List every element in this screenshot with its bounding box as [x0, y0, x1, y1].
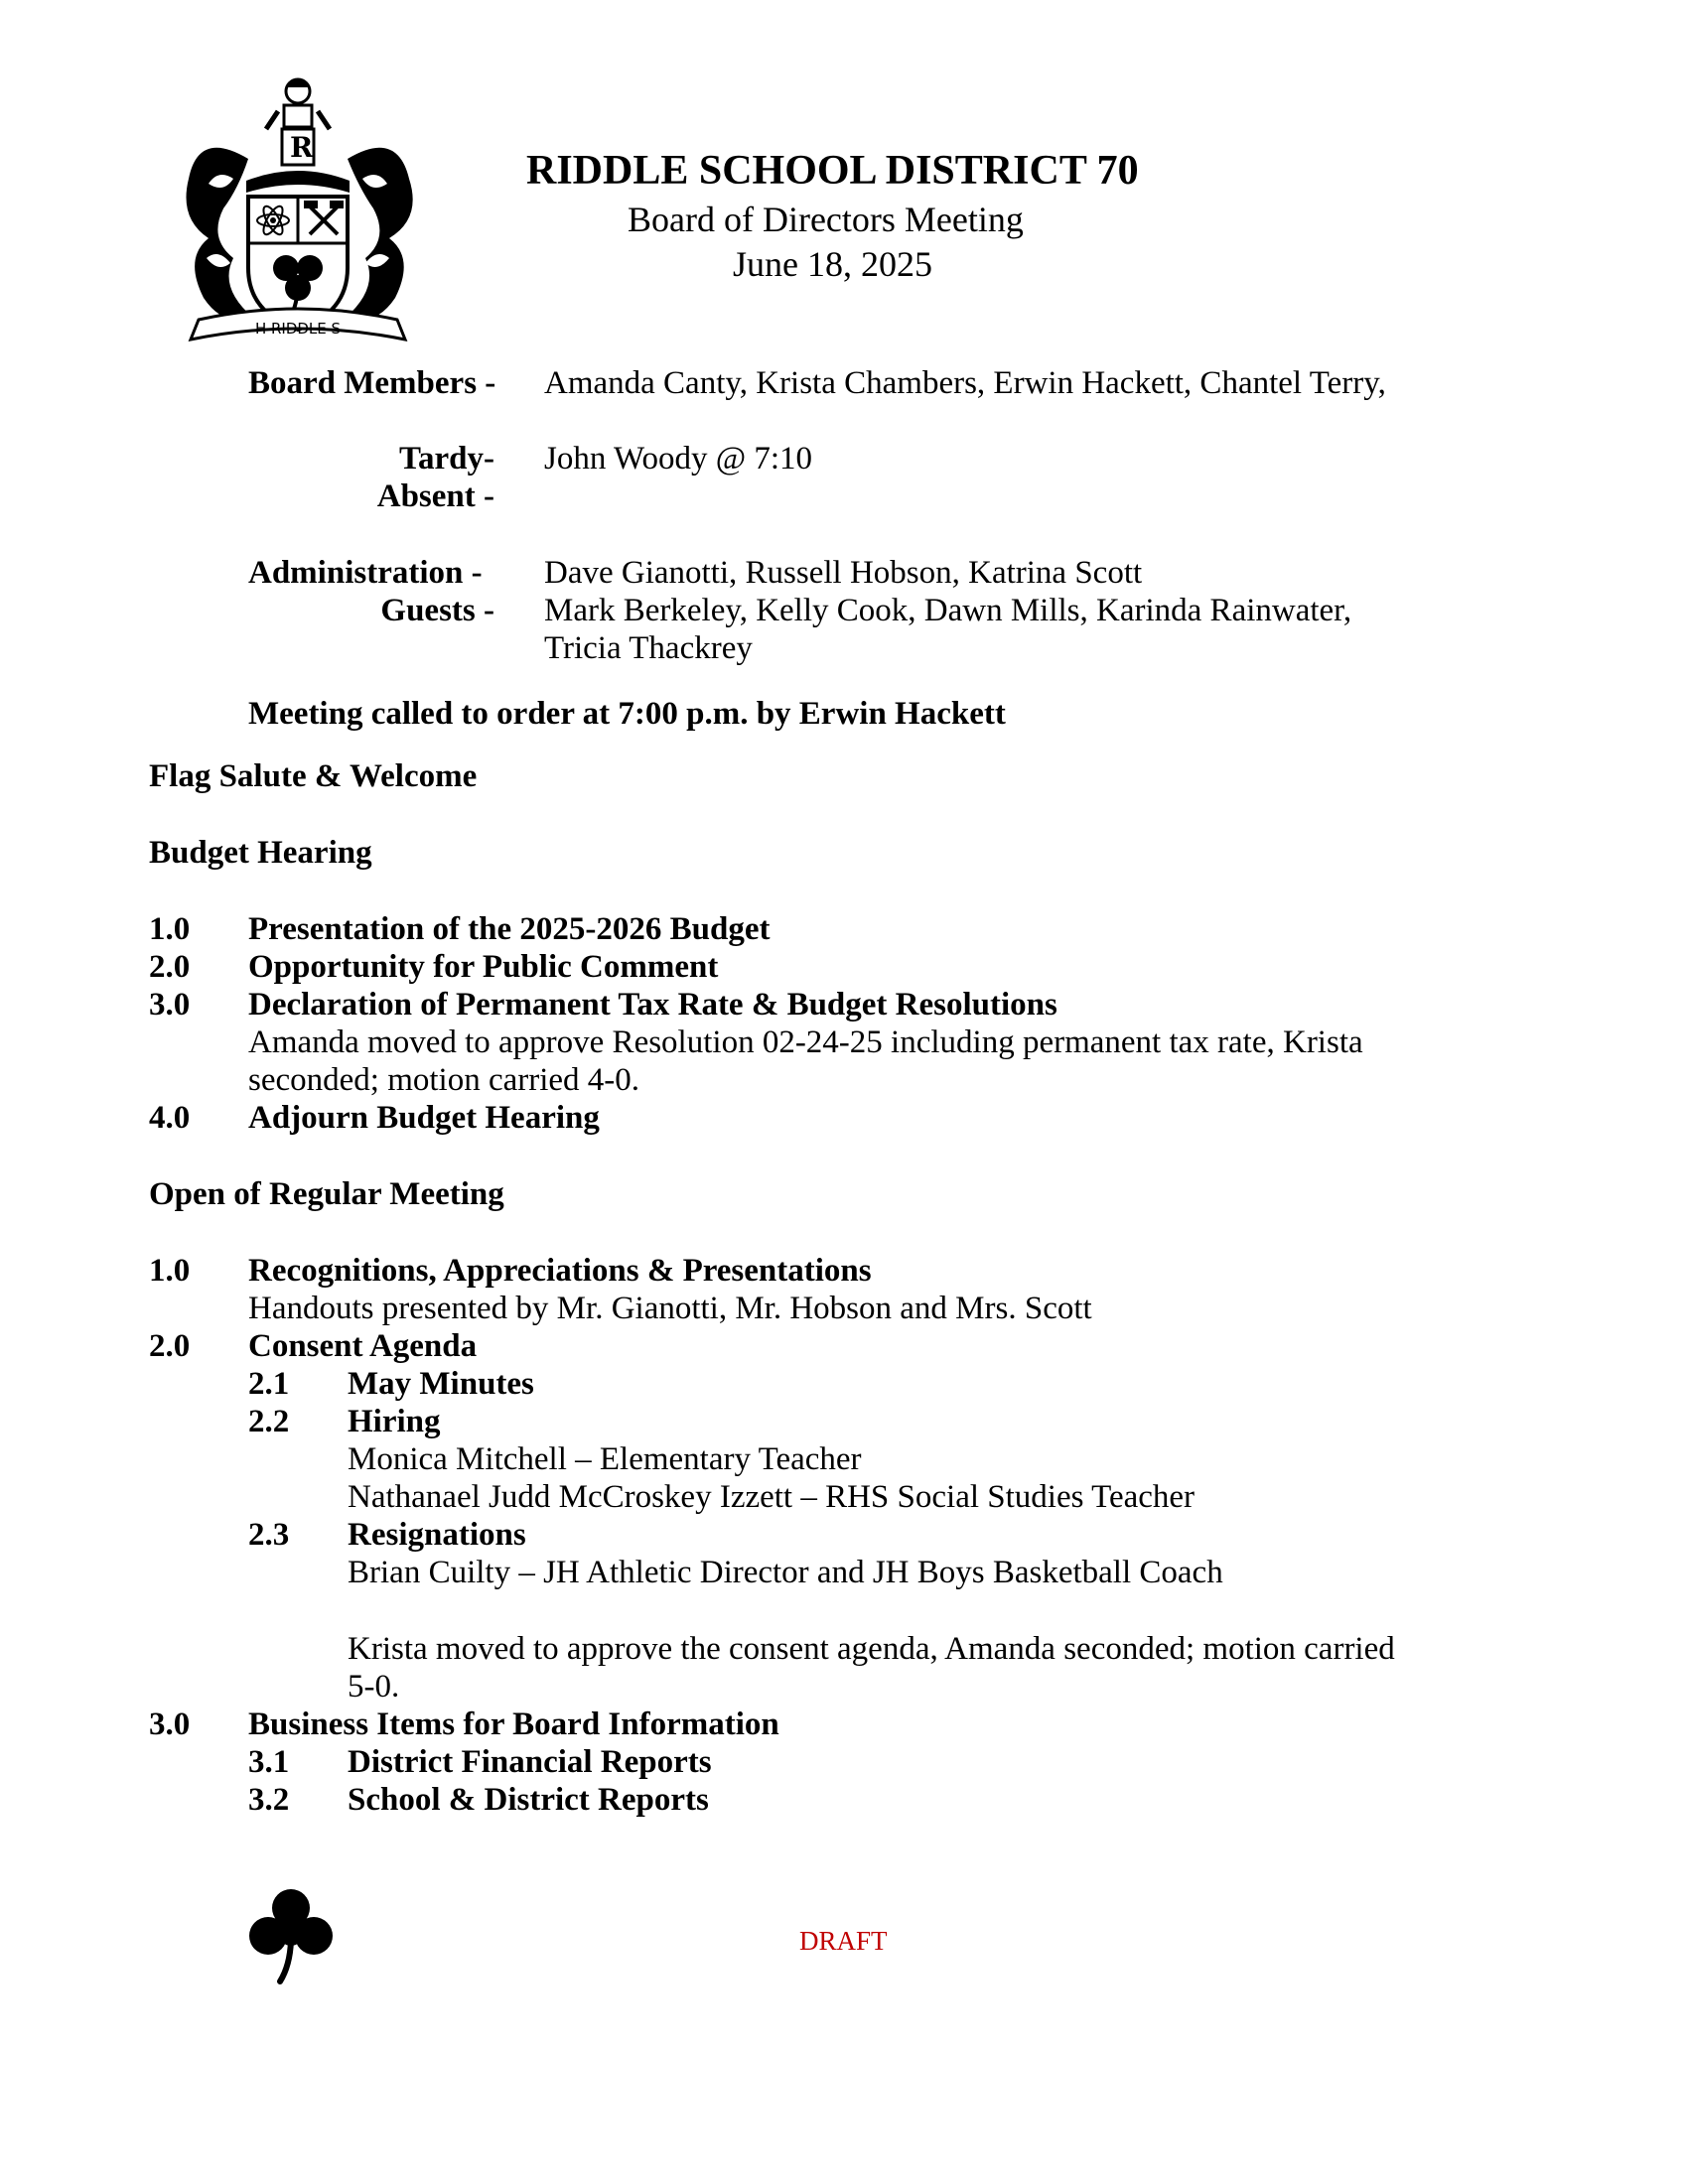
consent-motion: 5-0.: [348, 1669, 400, 1705]
draft-watermark: DRAFT: [799, 1926, 888, 1956]
budget-item-number: 4.0: [149, 1100, 191, 1136]
district-title: RIDDLE SCHOOL DISTRICT 70: [526, 148, 1139, 194]
agenda-item-title: Recognitions, Appreciations & Presentations: [248, 1253, 872, 1289]
sub-item-title: May Minutes: [348, 1366, 534, 1402]
budget-item-number: 2.0: [149, 949, 191, 985]
call-to-order: Meeting called to order at 7:00 p.m. by Erwin Hackett: [248, 696, 1006, 732]
shamrock-icon: [246, 1886, 336, 1985]
sub-item-title: Hiring: [348, 1404, 441, 1439]
agenda-item-title: Consent Agenda: [248, 1328, 478, 1364]
agenda-item-number: 2.0: [149, 1328, 191, 1364]
board-members-value: Amanda Canty, Krista Chambers, Erwin Hackett, Chantel Terry,: [544, 365, 1386, 401]
administration-value: Dave Gianotti, Russell Hobson, Katrina Scott: [544, 555, 1143, 591]
hiring-entry: Nathanael Judd McCroskey Izzett – RHS Social Studies Teacher: [348, 1479, 1196, 1515]
guests-value-line1: Mark Berkeley, Kelly Cook, Dawn Mills, Karinda Rainwater,: [544, 593, 1352, 628]
meeting-date: June 18, 2025: [733, 244, 932, 284]
budget-item-title: Declaration of Permanent Tax Rate & Budget Resolutions: [248, 987, 1057, 1023]
budget-item-note: seconded; motion carried 4-0.: [248, 1062, 640, 1098]
sub-item-title: School & District Reports: [348, 1782, 709, 1818]
sub-item-title: Resignations: [348, 1517, 526, 1553]
sub-item-number: 3.1: [248, 1744, 290, 1780]
guests-label: Guests -: [380, 593, 494, 628]
budget-item-title: Presentation of the 2025-2026 Budget: [248, 911, 771, 947]
agenda-item-title: Business Items for Board Information: [248, 1706, 779, 1742]
budget-item-number: 3.0: [149, 987, 191, 1023]
svg-text:R: R: [290, 131, 314, 164]
agenda-item-note: Handouts presented by Mr. Gianotti, Mr. Hobson and Mrs. Scott: [248, 1291, 1092, 1326]
sub-item-title: District Financial Reports: [348, 1744, 712, 1780]
flag-salute-heading: Flag Salute & Welcome: [149, 758, 478, 794]
consent-motion: Krista moved to approve the consent agenda, Amanda seconded; motion carried: [348, 1631, 1395, 1667]
agenda-item-number: 1.0: [149, 1253, 191, 1289]
budget-item-title: Adjourn Budget Hearing: [248, 1100, 600, 1136]
regular-meeting-heading: Open of Regular Meeting: [149, 1176, 504, 1212]
district-crest-logo: [179, 69, 427, 347]
crest-banner-text: H RIDDLE S: [254, 320, 342, 338]
budget-hearing-heading: Budget Hearing: [149, 835, 372, 871]
guests-value-line2: Tricia Thackrey: [544, 630, 753, 666]
budget-item-title: Opportunity for Public Comment: [248, 949, 719, 985]
board-members-label: Board Members -: [248, 365, 496, 401]
tardy-value: John Woody @ 7:10: [544, 441, 813, 477]
sub-item-number: 2.1: [248, 1366, 290, 1402]
tardy-label: Tardy-: [399, 441, 494, 477]
absent-label: Absent -: [376, 478, 494, 514]
sub-item-number: 2.2: [248, 1404, 290, 1439]
budget-item-number: 1.0: [149, 911, 191, 947]
administration-label: Administration -: [248, 555, 483, 591]
sub-item-number: 2.3: [248, 1517, 290, 1553]
agenda-item-number: 3.0: [149, 1706, 191, 1742]
sub-item-number: 3.2: [248, 1782, 290, 1818]
hiring-entry: Monica Mitchell – Elementary Teacher: [348, 1441, 862, 1477]
budget-item-note: Amanda moved to approve Resolution 02-24-25 including permanent tax rate, Krista: [248, 1024, 1363, 1060]
resignation-entry: Brian Cuilty – JH Athletic Director and JH Boys Basketball Coach: [348, 1555, 1223, 1590]
meeting-title: Board of Directors Meeting: [628, 200, 1024, 239]
